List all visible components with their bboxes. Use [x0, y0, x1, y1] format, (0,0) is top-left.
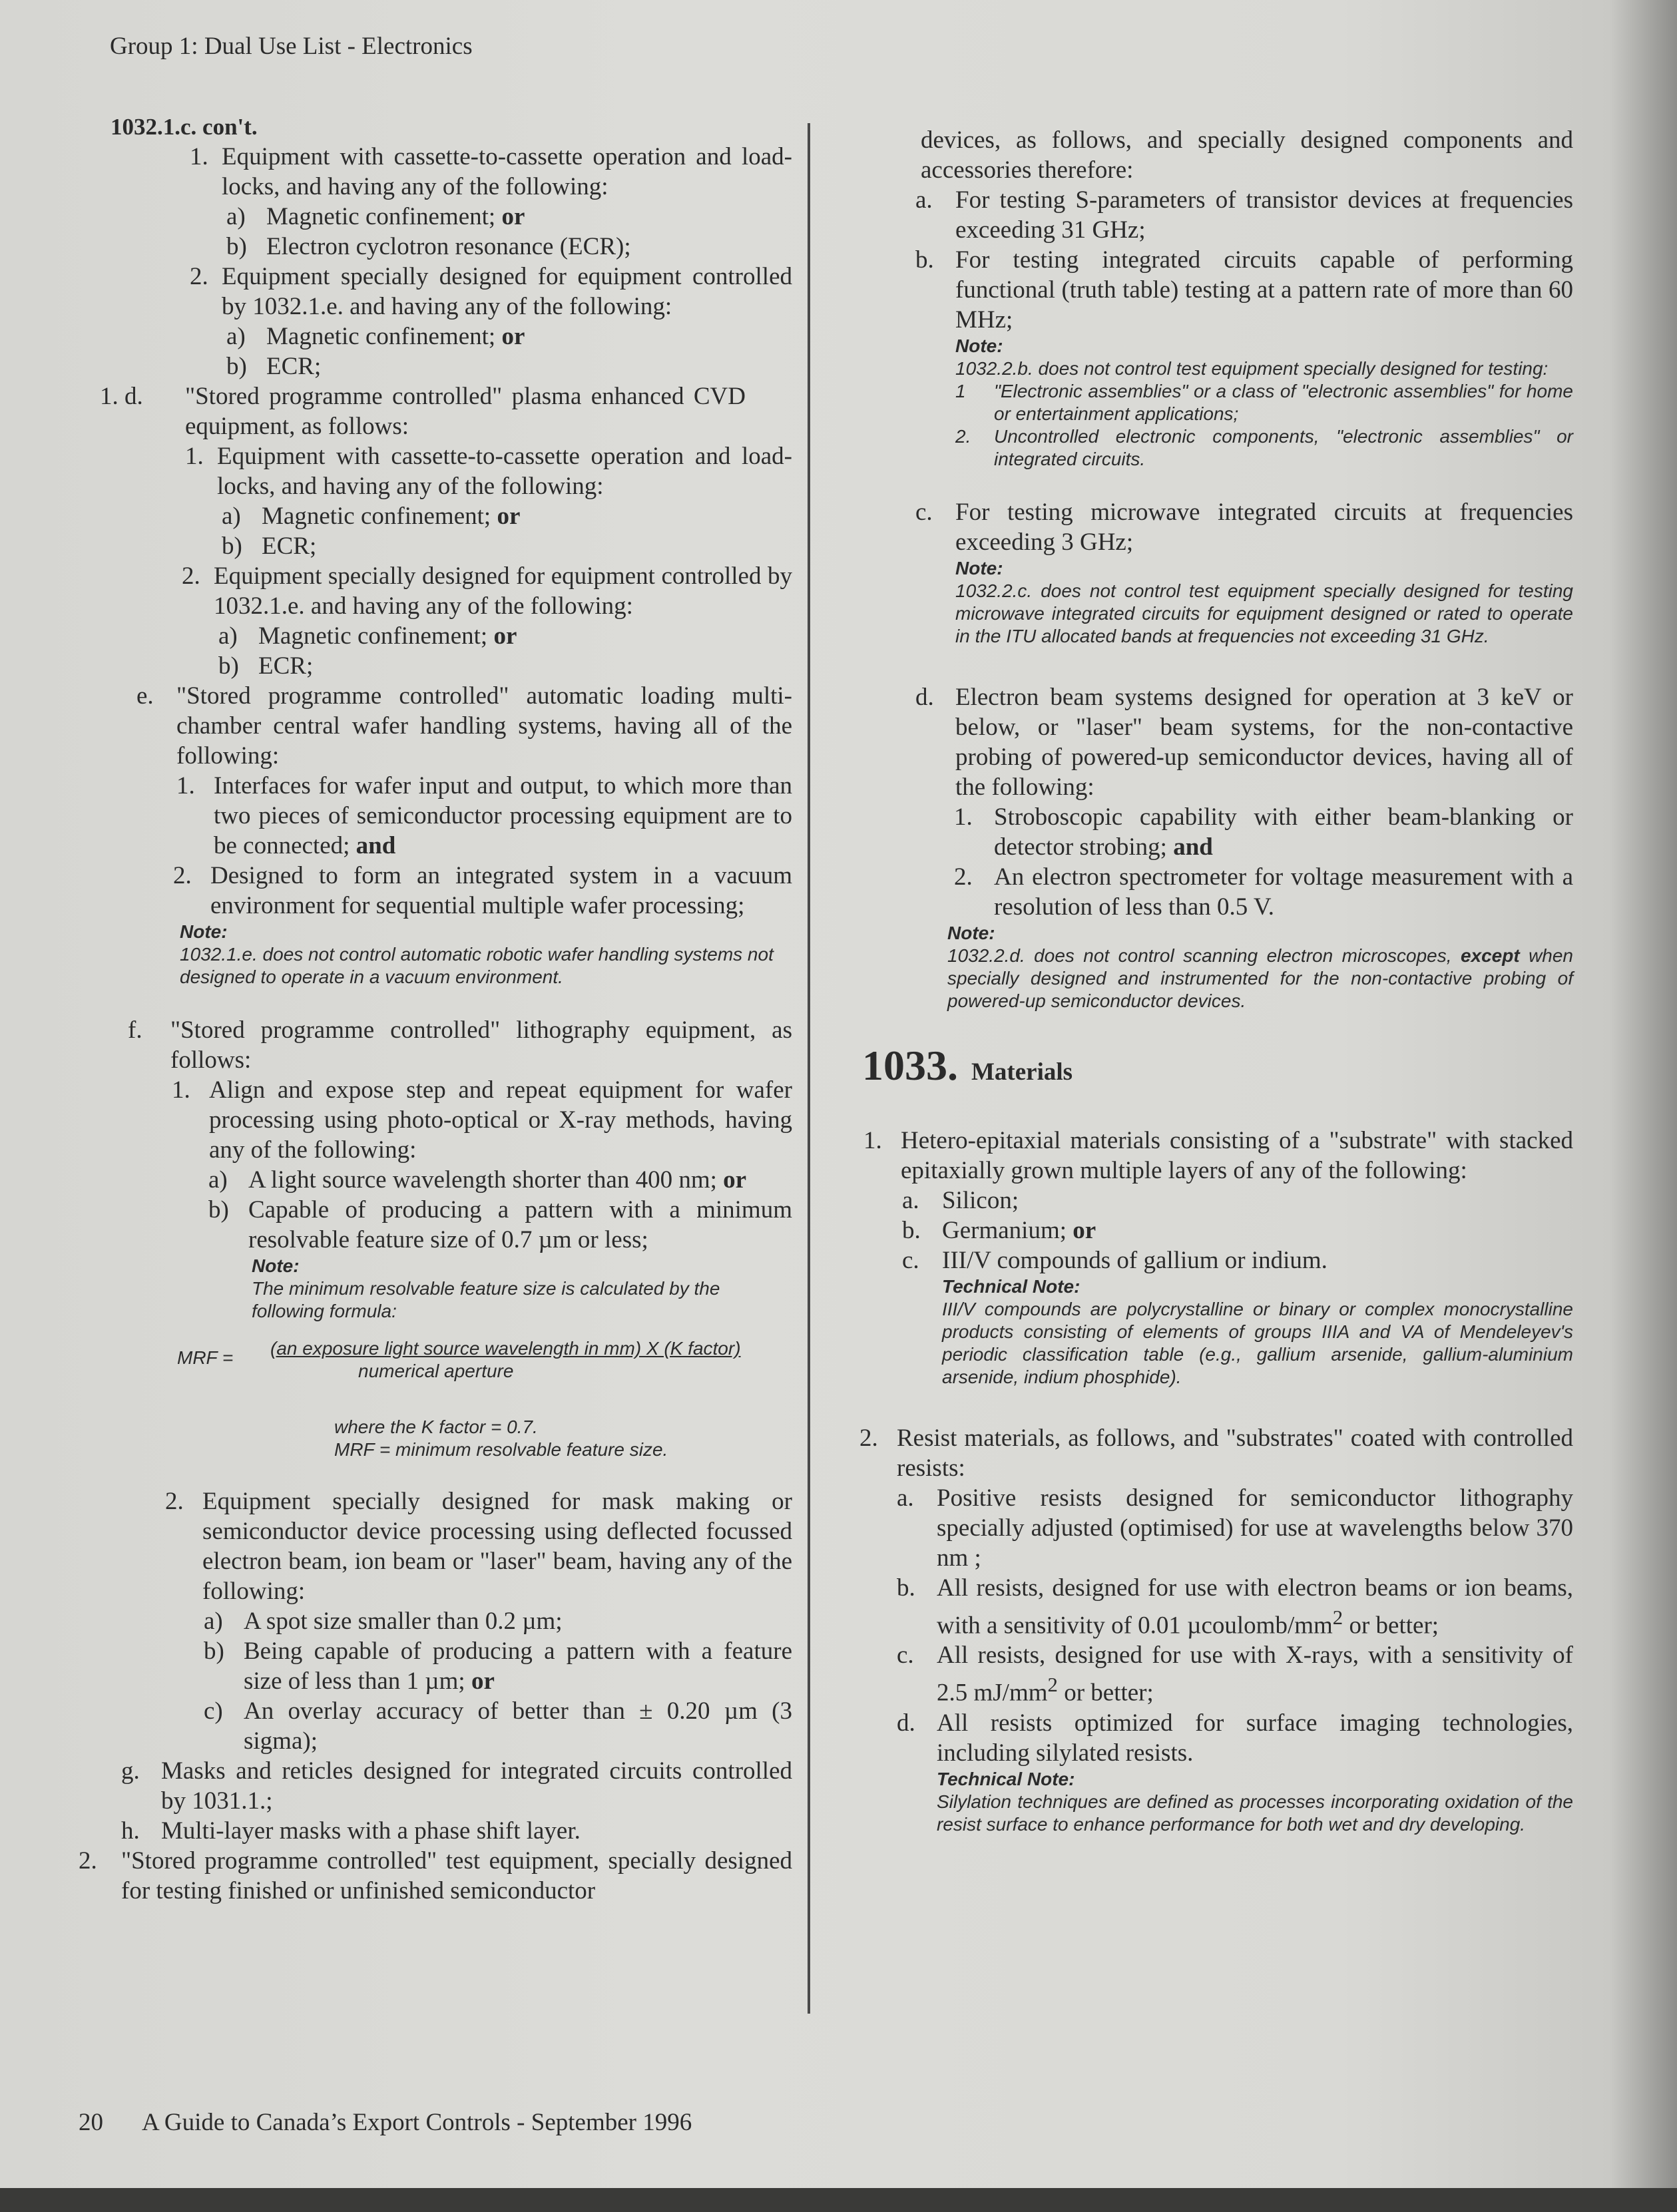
scan-edge [0, 2188, 1677, 2212]
item-text: "Stored programme controlled" automatic loading multi-chamber central wafer handling systems, having all of the following: [176, 682, 792, 770]
item-number: 1. [190, 143, 208, 170]
running-header: Group 1: Dual Use List - Electronics [110, 33, 473, 60]
list-item [915, 682, 1573, 802]
item-number: a) [208, 1166, 228, 1194]
note-list-item [955, 425, 1573, 471]
note-list-item [955, 380, 1573, 425]
list-item [190, 262, 792, 322]
note-text: 1032.2.b. does not control test equipment specially designed for testing: [955, 358, 1549, 379]
item-text: All resists, designed for use with electron beams or ion beams, with a sensitivity of 0.01 µcoulomb/mm [937, 1574, 1573, 1640]
item-text: Equipment with cassette-to-cassette operation and load-locks, and having any of the following: [222, 143, 792, 200]
item-number: 1. [863, 1127, 882, 1154]
list-item [121, 1756, 792, 1816]
note-text: The minimum resolvable feature size is calculated by the following formula: [252, 1278, 720, 1321]
list-item [173, 861, 792, 921]
item-number: c. [897, 1642, 914, 1669]
list-item [182, 561, 792, 621]
item-number: d. [897, 1709, 915, 1737]
item-number: a) [222, 503, 241, 530]
note-text: 1032.2.d. does not control scanning electron microscopes, [947, 945, 1452, 966]
list-item [172, 1075, 792, 1165]
item-text: ECR; [258, 652, 314, 680]
technical-note [942, 1275, 1573, 1389]
item-text: "Stored programme controlled" test equipment, specially designed for testing finished or unfinished semiconductor [121, 1847, 792, 1904]
list-item [176, 771, 792, 861]
item-text: "Stored programme controlled" lithography equipment, as follows: [170, 1016, 792, 1074]
item-number: b) [208, 1196, 229, 1223]
item-number: d. [915, 684, 934, 711]
list-item [218, 621, 792, 651]
list-item [859, 1423, 1573, 1483]
item-text: Hetero-epitaxial materials consisting of a "substrate" with stacked epitaxially grown multiple layers of any of the following: [901, 1127, 1573, 1184]
column-divider [808, 123, 810, 2014]
item-text: An electron spectrometer for voltage measurement with a resolution of less than 0.5 V. [994, 863, 1573, 921]
item-text: For testing S-parameters of transistor devices at frequencies exceeding 31 GHz; [955, 186, 1573, 244]
item-number: f. [128, 1016, 142, 1044]
list-item [204, 1636, 792, 1696]
item-text: "Electronic assemblies" or a class of "electronic assemblies" for home or entertainment applications; [994, 381, 1573, 424]
list-item [226, 322, 792, 351]
note-text: Silylation techniques are defined as processes incorporating oxidation of the resist surface to enhance performance for both wet and dry developing. [937, 1791, 1573, 1835]
item-text: Germanium; [942, 1217, 1067, 1244]
item-text: Stroboscopic capability with either beam-blanking or detector strobing; [994, 803, 1573, 861]
item-text: Align and expose step and repeat equipment for wafer processing using photo-optical or X-ray methods, having any of the following: [209, 1076, 792, 1164]
list-item [121, 1816, 792, 1846]
item-text: ECR; [262, 533, 317, 560]
bold-conjunction: or [493, 622, 517, 650]
item-text: ECR; [266, 353, 322, 380]
list-item [902, 1186, 1573, 1216]
item-number: 1. [176, 772, 195, 799]
superscript: 2 [1047, 1673, 1058, 1697]
item-text: An overlay accuracy of better than ± 0.20 µm (3 sigma); [244, 1697, 792, 1755]
item-number: 1. [172, 1076, 190, 1104]
list-item [165, 1486, 792, 1606]
note-label: Note: [252, 1255, 300, 1276]
superscript: 2 [1332, 1606, 1343, 1629]
continued-text: devices, as follows, and specially designed components and accessories therefore: [921, 126, 1573, 184]
formula-where-k: where the K factor = 0.7. [334, 1417, 538, 1437]
item-number: 1. [185, 443, 204, 470]
note-label: Note: [180, 921, 228, 942]
list-item [208, 1195, 792, 1255]
item-number: 2. [182, 562, 200, 590]
list-item [226, 351, 792, 381]
item-text: All resists optimized for surface imaging technologies, including silylated resists. [937, 1709, 1573, 1767]
item-text: A spot size smaller than 0.2 µm; [244, 1608, 563, 1635]
item-number: 2. [190, 263, 208, 290]
page-footer [79, 2108, 692, 2137]
note-text: 1032.2.c. does not control test equipment specially designed for testing microwave integrated circuits for equipment designed or rated to operate in the ITU allocated bands at frequencies not exceeding 31 GHz. [955, 580, 1573, 646]
item-number: b) [226, 233, 247, 260]
page-number: 20 [79, 2109, 103, 2136]
item-number: c) [204, 1697, 223, 1725]
mrf-formula [87, 1335, 792, 1460]
item-number: a. [897, 1484, 914, 1512]
item-number: e. [136, 682, 154, 710]
list-item [222, 531, 792, 561]
bold-conjunction: or [501, 203, 525, 230]
list-item [902, 1216, 1573, 1245]
note-text: 1032.1.e. does not control automatic robotic wafer handling systems not designed to operate in a vacuum environment. [180, 944, 774, 987]
note [252, 1255, 792, 1323]
item-text: Interfaces for wafer input and output, to which more than two pieces of semiconductor processing equipment are to be connected; [214, 772, 792, 859]
item-text: A light source wavelength shorter than 400 nm; [248, 1166, 717, 1194]
item-number: b. [902, 1217, 921, 1244]
section-title: Materials [971, 1058, 1073, 1086]
note-label: Note: [955, 558, 1003, 578]
list-item [954, 862, 1573, 922]
item-text: "Stored programme controlled" plasma enhanced CVD equipment, as follows: [185, 383, 746, 440]
section-number: 1033. [862, 1042, 958, 1089]
item-text: Being capable of producing a pattern with a feature size of less than 1 µm; [244, 1638, 792, 1695]
left-column [79, 112, 792, 1906]
item-number: c. [902, 1247, 919, 1274]
item-text: Electron beam systems designed for operation at 3 keV or below, or "laser" beam systems, for the non-contactive probing of powered-up semiconductor devices, having all of the following: [955, 684, 1573, 801]
item-number: 2. [954, 863, 973, 891]
item-number: a) [218, 622, 238, 650]
item-text: Equipment with cassette-to-cassette operation and load-locks, and having any of the following: [217, 443, 792, 500]
item-text: or better; [1057, 1679, 1154, 1707]
item-text: Uncontrolled electronic components, "electronic assemblies" or integrated circuits. [994, 426, 1573, 469]
item-text: Silicon; [942, 1187, 1019, 1214]
list-item [204, 1606, 792, 1636]
list-item [204, 1696, 792, 1756]
item-number: 2. [165, 1488, 184, 1515]
item-number: b) [204, 1638, 224, 1665]
list-item [915, 497, 1573, 557]
item-number: 2. [79, 1847, 97, 1875]
item-number: b. [915, 246, 934, 274]
note-text: III/V compounds are polycrystalline or binary or complex monocrystalline products consisting of elements of groups IIIA and VA of Mendeleyev's periodic classification table (e.g., gallium arsenide, gallium-aluminium arsenide, indium phosphide). [942, 1299, 1573, 1387]
footer-title: A Guide to Canada’s Export Controls - September 1996 [142, 2109, 692, 2136]
technical-note [937, 1768, 1573, 1836]
bold-conjunction: or [723, 1166, 747, 1194]
list-item [185, 441, 792, 501]
item-text: Magnetic confinement; [258, 622, 488, 650]
list-item [218, 651, 792, 681]
item-text: Multi-layer masks with a phase shift layer. [161, 1817, 581, 1845]
list-item [897, 1640, 1573, 1707]
list-item [897, 1573, 1573, 1640]
list-item [208, 1165, 792, 1195]
right-column [854, 125, 1573, 1836]
formula-where-mrf: MRF = minimum resolvable feature size. [334, 1439, 668, 1460]
list-item [79, 1846, 792, 1906]
note-label: Technical Note: [937, 1768, 1075, 1789]
list-item [902, 1245, 1573, 1275]
item-number: a. [902, 1187, 919, 1214]
formula-lhs: MRF = [177, 1347, 234, 1368]
continuation-heading: 1032.1.c. con't. [111, 114, 258, 140]
list-item [226, 202, 792, 232]
item-text: Equipment specially designed for mask making or semiconductor device processing using deflected focussed electron beam, ion beam or "laser" beam, having any of the following: [202, 1488, 792, 1605]
item-text: Equipment specially designed for equipment controlled by 1032.1.e. and having any of the following: [222, 263, 792, 320]
item-number: 1. [954, 803, 973, 831]
list-item [897, 1708, 1573, 1768]
item-text: Equipment specially designed for equipment controlled by 1032.1.e. and having any of the following: [214, 562, 792, 620]
item-text: Masks and reticles designed for integrated circuits controlled by 1031.1.; [161, 1757, 792, 1815]
item-number: b) [226, 353, 247, 380]
item-number: b) [222, 533, 242, 560]
item-text: III/V compounds of gallium or indium. [942, 1247, 1327, 1274]
formula-denominator: numerical aperture [358, 1361, 514, 1381]
bold-conjunction: or [471, 1667, 495, 1695]
item-text: For testing microwave integrated circuits at frequencies exceeding 3 GHz; [955, 499, 1573, 556]
list-item [897, 1483, 1573, 1573]
item-number: g. [121, 1757, 140, 1785]
note-emphasis: except [1460, 945, 1520, 966]
item-number: b. [897, 1574, 915, 1602]
note-text: when specially designed and instrumented for the non-contactive probing of powered-up semiconductor devices. [947, 945, 1573, 1011]
item-number: a) [204, 1608, 223, 1635]
bold-conjunction: or [1073, 1217, 1096, 1244]
item-text: Designed to form an integrated system in a vacuum environment for sequential multiple wafer processing; [210, 862, 792, 919]
bold-conjunction: and [1173, 833, 1213, 861]
item-number: 1 [955, 381, 966, 401]
bold-conjunction: and [356, 832, 396, 859]
note [180, 921, 792, 989]
list-item [915, 245, 1573, 335]
note-label: Technical Note: [942, 1276, 1080, 1297]
item-number: 2. [859, 1425, 878, 1452]
list-item [222, 501, 792, 531]
list-item [863, 1126, 1573, 1186]
list-item [915, 185, 1573, 245]
note [947, 922, 1573, 1012]
item-number: a) [226, 323, 246, 350]
list-item [190, 142, 792, 202]
note-label: Note: [955, 335, 1003, 356]
item-number: b) [218, 652, 239, 680]
bold-conjunction: or [501, 323, 525, 350]
item-number: c. [915, 499, 933, 526]
item-number: a) [226, 203, 246, 230]
list-item [226, 232, 792, 262]
list-item [136, 681, 792, 771]
item-text: or better; [1343, 1612, 1439, 1640]
list-item [100, 381, 792, 441]
list-item [954, 802, 1573, 862]
formula-numerator: (an exposure light source wavelength in mm) X (K factor) [270, 1338, 741, 1359]
item-text: All resists, designed for use with X-rays, with a sensitivity of 2.5 mJ/mm [937, 1642, 1573, 1707]
item-number: 2. [955, 426, 971, 447]
bold-conjunction: or [497, 503, 521, 530]
list-item [128, 1015, 792, 1075]
note [955, 335, 1573, 471]
item-text: Electron cyclotron resonance (ECR); [266, 233, 631, 260]
item-text: Resist materials, as follows, and "substrates" coated with controlled resists: [897, 1425, 1573, 1482]
item-text: For testing integrated circuits capable of performing functional (truth table) testing at a pattern rate of more than 60 MHz; [955, 246, 1573, 333]
item-text: Magnetic confinement; [266, 323, 496, 350]
item-text: Magnetic confinement; [262, 503, 491, 530]
section-heading [862, 1039, 1573, 1099]
item-number: 2. [173, 862, 192, 889]
item-number: a. [915, 186, 933, 214]
item-number: 1. d. [100, 383, 143, 410]
item-number: h. [121, 1817, 140, 1845]
note-label: Note: [947, 923, 995, 943]
item-text: Magnetic confinement; [266, 203, 496, 230]
item-text: Positive resists designed for semiconductor lithography specially adjusted (optimised) for use at wavelengths below 370 nm ; [937, 1484, 1573, 1572]
item-text: Capable of producing a pattern with a minimum resolvable feature size of 0.7 µm or less; [248, 1196, 792, 1253]
note [955, 557, 1573, 648]
